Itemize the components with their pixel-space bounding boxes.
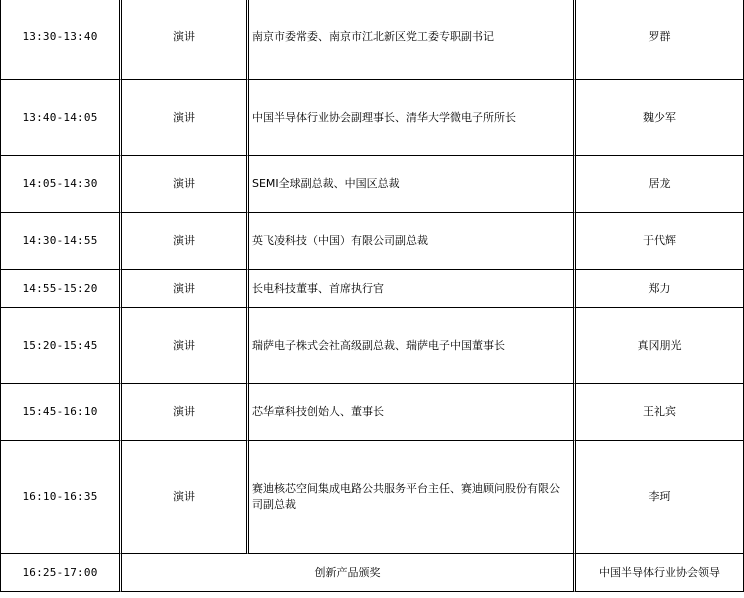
time-cell: 15:20-15:45 bbox=[0, 308, 122, 384]
title-cell: 长电科技董事、首席执行官 bbox=[249, 270, 576, 308]
speaker-cell: 真冈朋光 bbox=[576, 308, 744, 384]
speaker-cell: 居龙 bbox=[576, 156, 744, 213]
table-row bbox=[0, 156, 744, 213]
speaker-cell: 中国半导体行业协会领导 bbox=[576, 554, 744, 592]
time-cell: 13:40-14:05 bbox=[0, 80, 122, 156]
table-row bbox=[0, 213, 744, 270]
table-row bbox=[0, 554, 744, 592]
time-cell: 14:55-15:20 bbox=[0, 270, 122, 308]
table-row bbox=[0, 308, 744, 384]
time-cell: 13:30-13:40 bbox=[0, 0, 122, 80]
title-cell: SEMI全球副总裁、中国区总裁 bbox=[249, 156, 576, 213]
table-row bbox=[0, 270, 744, 308]
title-cell: 芯华章科技创始人、董事长 bbox=[249, 384, 576, 441]
title-cell: 中国半导体行业协会副理事长、清华大学微电子所所长 bbox=[249, 80, 576, 156]
time-cell: 16:10-16:35 bbox=[0, 441, 122, 554]
time-cell: 14:05-14:30 bbox=[0, 156, 122, 213]
speaker-cell: 魏少军 bbox=[576, 80, 744, 156]
type-cell: 演讲 bbox=[122, 80, 249, 156]
speaker-cell: 王礼宾 bbox=[576, 384, 744, 441]
title-cell: 赛迪核芯空间集成电路公共服务平台主任、赛迪顾问股份有限公司副总裁 bbox=[249, 441, 576, 554]
title-cell: 南京市委常委、南京市江北新区党工委专职副书记 bbox=[249, 0, 576, 80]
time-cell: 14:30-14:55 bbox=[0, 213, 122, 270]
event-cell: 创新产品颁奖 bbox=[122, 554, 576, 592]
type-cell: 演讲 bbox=[122, 0, 249, 80]
type-cell: 演讲 bbox=[122, 213, 249, 270]
speaker-cell: 李珂 bbox=[576, 441, 744, 554]
time-cell: 16:25-17:00 bbox=[0, 554, 122, 592]
title-cell: 瑞萨电子株式会社高级副总裁、瑞萨电子中国董事长 bbox=[249, 308, 576, 384]
time-cell: 15:45-16:10 bbox=[0, 384, 122, 441]
type-cell: 演讲 bbox=[122, 308, 249, 384]
type-cell: 演讲 bbox=[122, 156, 249, 213]
table-row bbox=[0, 0, 744, 80]
table-row bbox=[0, 441, 744, 554]
speaker-cell: 于代辉 bbox=[576, 213, 744, 270]
speaker-cell: 罗群 bbox=[576, 0, 744, 80]
table-row bbox=[0, 80, 744, 156]
title-cell: 英飞凌科技（中国）有限公司副总裁 bbox=[249, 213, 576, 270]
type-cell: 演讲 bbox=[122, 441, 249, 554]
speaker-cell: 郑力 bbox=[576, 270, 744, 308]
table-row bbox=[0, 384, 744, 441]
type-cell: 演讲 bbox=[122, 384, 249, 441]
type-cell: 演讲 bbox=[122, 270, 249, 308]
